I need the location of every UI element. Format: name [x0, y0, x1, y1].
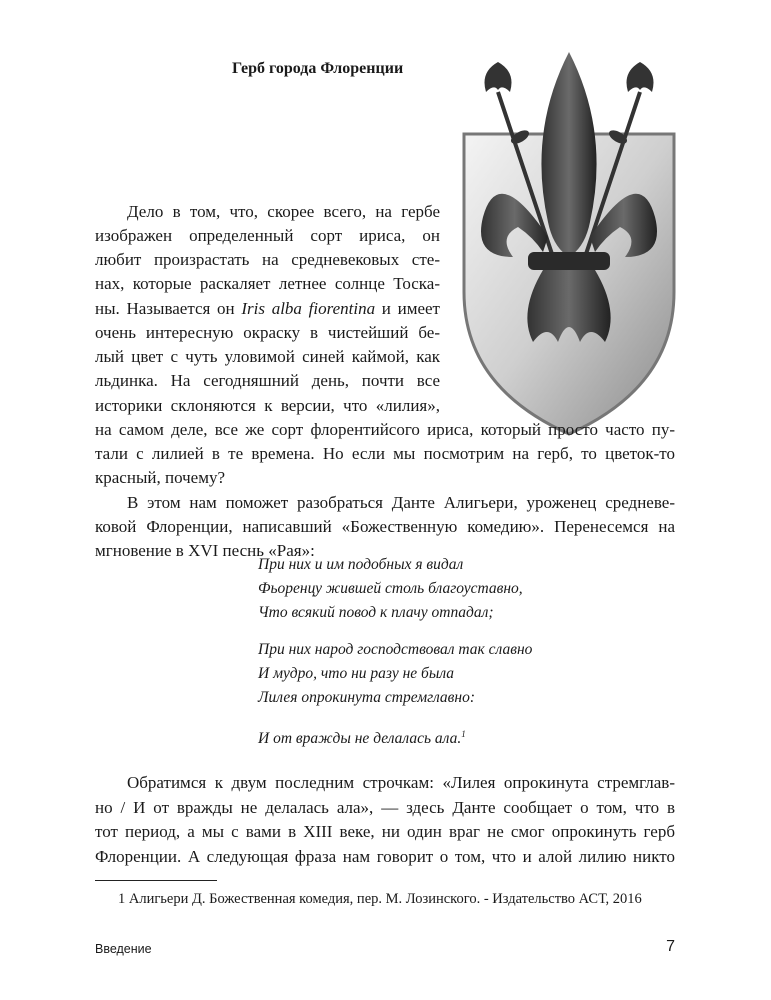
- text-line: изображен определенный сорт ириса, он: [95, 226, 440, 245]
- text-line: тали с лилией в те времена. Но если мы посмотрим на герб, то цветок-то: [95, 444, 675, 463]
- running-footer-section: Введение: [95, 942, 152, 956]
- text-line: Дело в том, что, скорее всего, на гербе: [127, 202, 440, 221]
- text-line: историки склоняются к версии, что «лилия»,: [95, 396, 440, 415]
- text-line: Обратимся к двум последним строчкам: «Лилея опрокинута стремглав-: [127, 773, 675, 792]
- verse-line: При них народ господствовал так славно: [258, 641, 533, 658]
- footnote-divider: [95, 880, 217, 881]
- verse-line: При них и им подобных я видал: [258, 556, 464, 573]
- text-line: лый цвет с чуть уловимой синей каймой, как: [95, 347, 440, 366]
- footnote-marker[interactable]: 1: [461, 729, 466, 739]
- verse-line: Фьоренцу жившей столь благоуставно,: [258, 580, 523, 597]
- footnote: 1 Алигьери Д. Божественная комедия, пер. М. Лозинского. - Издательство АСТ, 2016: [118, 891, 642, 907]
- text-line: В этом нам поможет разобраться Данте Алигьери, уроженец средневе-: [127, 493, 675, 512]
- text: И от вражды не делалась ала.: [258, 730, 462, 748]
- latin-name: Iris alba fiorentina: [241, 299, 376, 318]
- text-line: тот период, а мы с вами в XIII веке, ни один враг не смог опрокинуть герб: [95, 822, 675, 841]
- page-number: 7: [666, 938, 675, 955]
- text: и имеет: [375, 299, 440, 318]
- text: ны. Называется он: [95, 299, 242, 318]
- verse-line: Что всякий повод к плачу отпадал;: [258, 604, 494, 621]
- text-line: нах, которые раскаляет летнее солнце Тоска-: [95, 274, 440, 293]
- text-line: Флоренции. А следующая фраза нам говорит о том, что и алой лилию никто: [95, 847, 675, 866]
- text-line: красный, почему?: [95, 468, 226, 487]
- text-line: очень интересную окраску в чистейший бе-: [95, 323, 440, 342]
- verse-line: [258, 729, 466, 748]
- verse-line: И мудро, что ни разу не была: [258, 665, 455, 682]
- text-line: мгновение в XVI песнь «Рая»:: [95, 541, 315, 560]
- text-line: ковой Флоренции, написавший «Божественную комедию». Перенесемся на: [95, 517, 675, 536]
- text-line: любит произрастать на средневековых сте-: [95, 250, 440, 269]
- florence-coat-of-arms-image: [458, 42, 680, 438]
- section-title: Герб города Флоренции: [232, 60, 404, 77]
- verse-line: Лилея опрокинута стремглавно:: [258, 689, 476, 706]
- text-line: на самом деле, все же сорт флорентийсого ириса, который просто часто пу-: [95, 420, 675, 439]
- text-line: но / И от вражды не делалась ала», — здесь Данте сообщает о том, что в: [95, 798, 675, 817]
- text-line: льдинка. На сегодняшний день, почти все: [95, 371, 440, 390]
- text-line: [95, 299, 440, 319]
